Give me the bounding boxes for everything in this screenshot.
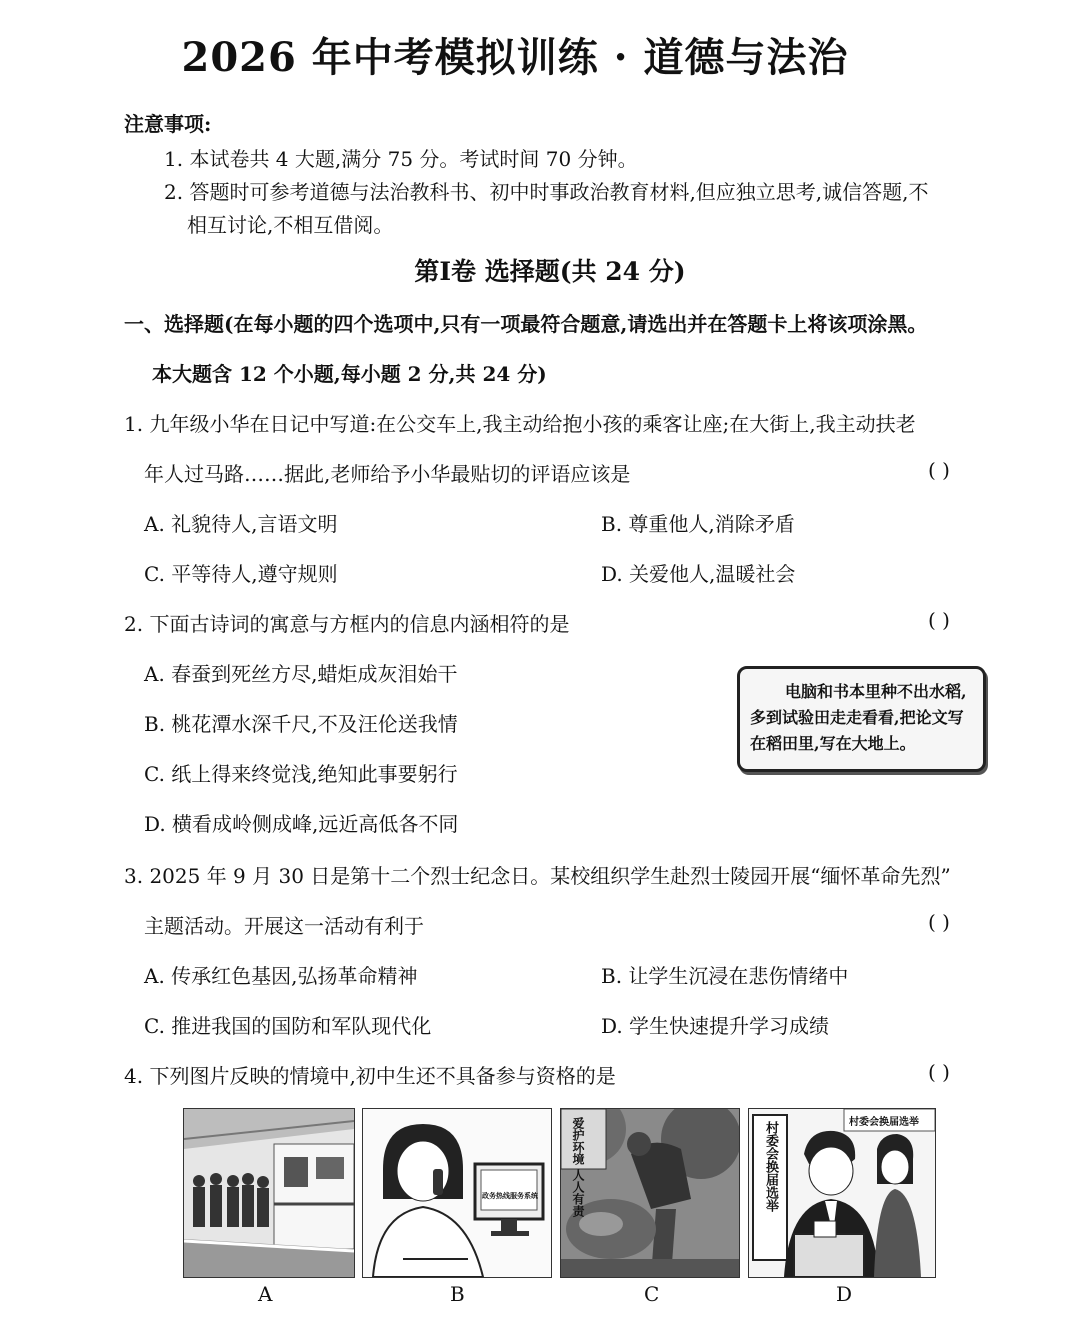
q2-box-line-2: 多到试验田走走看看,把论文写: [750, 708, 964, 727]
notice-heading: 注意事项:: [124, 112, 212, 136]
q2-box-line-3: 在稻田里,写在大地上。: [750, 734, 916, 753]
q3-option-a: A. 传承红色基因,弘扬革命精神: [144, 964, 418, 988]
q2-option-c: C. 纸上得来终觉浅,绝知此事要躬行: [144, 762, 458, 786]
q3-option-c: C. 推进我国的国防和军队现代化: [144, 1014, 432, 1038]
notice-item-2: 2. 答题时可参考道德与法治教科书、初中时事政治教育材料,但应独立思考,诚信答题,不: [164, 180, 929, 204]
q3-option-b: B. 让学生沉浸在悲伤情绪中: [601, 964, 849, 988]
q3-stem-cont: 主题活动。开展这一活动有利于: [144, 914, 424, 938]
q4-answer-paren: ( ): [928, 1060, 950, 1084]
q1-answer-paren: ( ): [928, 458, 950, 482]
q4-picture-label-a: A: [258, 1282, 273, 1306]
q4-d-sign-text: 村委会换届选举: [763, 1121, 778, 1212]
q2-quote-box: [737, 666, 986, 772]
section-title: 第Ⅰ卷 选择题(共 24 分): [414, 257, 686, 286]
q2-option-d: D. 横看成岭侧成峰,远近高低各不同: [144, 812, 459, 836]
q4-picture-d: [748, 1108, 936, 1278]
q2-option-a: A. 春蚕到死丝方尽,蜡炬成灰泪始干: [144, 662, 458, 686]
q2-box-line-1: 电脑和书本里种不出水稻,: [785, 682, 967, 701]
q3-answer-paren: ( ): [928, 910, 950, 934]
q4-picture-c: [560, 1108, 740, 1278]
q1-option-d: D. 关爱他人,温暖社会: [601, 562, 796, 586]
q4-picture-label-c: C: [644, 1282, 660, 1306]
q1-stem: 1. 九年级小华在日记中写道:在公交车上,我主动给抱小孩的乘客让座;在大街上,我主动扶老: [124, 412, 916, 436]
q4-picture-label-d: D: [836, 1282, 853, 1306]
q4-stem: 4. 下列图片反映的情境中,初中生还不具备参与资格的是: [124, 1064, 616, 1088]
q1-option-c: C. 平等待人,遵守规则: [144, 562, 338, 586]
q2-stem: 2. 下面古诗词的寓意与方框内的信息内涵相符的是: [124, 612, 570, 636]
page-title: 2026 年中考模拟训练 · 道德与法治: [181, 34, 849, 81]
q4-c-sign-text: 爱护环境 人人有责: [571, 1117, 585, 1218]
notice-item-2-cont: 相互讨论,不相互借阅。: [187, 213, 394, 237]
q1-option-a: A. 礼貌待人,言语文明: [144, 512, 338, 536]
q2-option-b: B. 桃花潭水深千尺,不及汪伦送我情: [144, 712, 458, 736]
q3-option-d: D. 学生快速提升学习成绩: [601, 1014, 830, 1038]
q4-picture-b: [362, 1108, 552, 1278]
q4-picture-label-b: B: [450, 1282, 465, 1306]
q4-b-screen-text: 政务热线服务系统: [482, 1191, 538, 1200]
q1-option-b: B. 尊重他人,消除矛盾: [601, 512, 795, 536]
q1-stem-cont: 年人过马路……据此,老师给予小华最贴切的评语应该是: [144, 462, 631, 486]
section-instruction-cont: 本大题含 12 个小题,每小题 2 分,共 24 分): [152, 362, 547, 386]
q3-stem: 3. 2025 年 9 月 30 日是第十二个烈士纪念日。某校组织学生赴烈士陵园开展“缅怀革命先烈”: [124, 864, 951, 888]
q2-answer-paren: ( ): [928, 608, 950, 632]
section-instruction: 一、选择题(在每小题的四个选项中,只有一项最符合题意,请选出并在答题卡上将该项涂黑。: [124, 312, 928, 336]
q4-d-banner-text: 村委会换届选举: [849, 1117, 919, 1128]
notice-item-1: 1. 本试卷共 4 大题,满分 75 分。考试时间 70 分钟。: [164, 147, 638, 171]
q4-picture-a: [183, 1108, 355, 1278]
